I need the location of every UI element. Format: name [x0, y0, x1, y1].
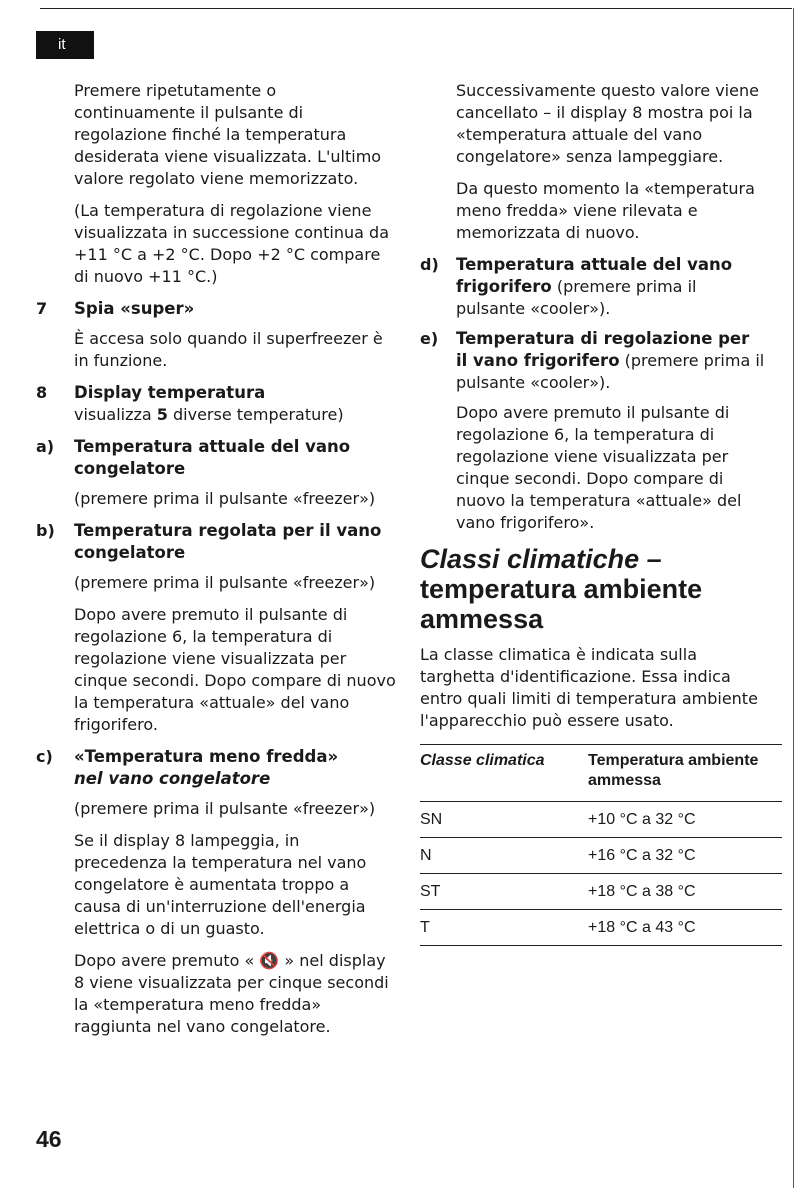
right-column	[420, 80, 765, 946]
table-row	[420, 910, 782, 946]
item-d	[420, 254, 765, 320]
item-marker: e)	[420, 329, 439, 348]
class-cell: SN	[420, 802, 588, 838]
item-title	[74, 746, 338, 790]
item-body: (premere prima il pulsante «freezer»)	[74, 573, 376, 592]
item-body: Dopo avere premuto « 🔇 » nel display 8 viene visualizzata per cinque secondi la «temperatura meno fredda» raggiunta nel vano congelatore.	[74, 951, 389, 1036]
item-body: (premere prima il pulsante «freezer»)	[74, 489, 376, 508]
item-body: Dopo avere premuto il pulsante di regolazione 6, la temperatura di regolazione viene visualizzata per cinque secondi. Dopo compare di nuovo la temperatura «attuale» del vano frigorifero».	[456, 403, 742, 532]
item-title: Spia «super»	[74, 299, 195, 318]
column-header: Classe climatica	[420, 745, 588, 802]
class-cell: N	[420, 838, 588, 874]
temperature-cell: +18 °C a 43 °C	[588, 910, 782, 946]
climate-class-table	[420, 744, 782, 946]
item-marker: b)	[36, 521, 55, 540]
item-marker: 7	[36, 299, 48, 318]
item-c	[36, 746, 396, 790]
item-body: (premere prima il pulsante «cooler»).	[456, 277, 697, 318]
temperature-cell: +10 °C a 32 °C	[588, 802, 782, 838]
item-marker: d)	[420, 255, 439, 274]
table-row	[420, 802, 782, 838]
temperature-cell: +18 °C a 38 °C	[588, 874, 782, 910]
page-number: 46	[36, 1126, 62, 1152]
class-cell: ST	[420, 874, 588, 910]
item-marker: c)	[36, 747, 53, 766]
column-header: Temperatura ambiente ammessa	[588, 745, 782, 802]
left-column	[36, 80, 396, 1048]
temperature-cell: +16 °C a 32 °C	[588, 838, 782, 874]
body-bold: 5	[156, 405, 168, 424]
item-body: Se il display 8 lampeggia, in precedenza la temperatura nel vano congelatore è aumentata troppo a causa di un'interruzione dell'energia elettrica o di un guasto.	[74, 831, 367, 938]
item-body: (premere prima il pulsante «freezer»)	[74, 799, 376, 818]
item-title: Temperatura attuale del vano frigorifero	[456, 255, 733, 296]
right-margin-rule	[793, 8, 794, 1188]
section-title-line: Classi climatiche –	[420, 544, 662, 574]
section-title-line: temperatura ambiente	[420, 574, 703, 604]
table-row	[420, 838, 782, 874]
language-badge: it	[36, 31, 94, 59]
item-title: Temperatura regolata per il vano congelatore	[74, 521, 382, 562]
section-title-line: ammessa	[420, 604, 544, 634]
item-title: Temperatura di regolazione per il vano frigorifero	[456, 329, 750, 370]
section-title	[420, 544, 765, 634]
item-body: (premere prima il pulsante «cooler»).	[456, 351, 765, 392]
item-body: È accesa solo quando il superfreezer è in funzione.	[74, 329, 383, 370]
table-header-row	[420, 745, 782, 802]
item-title: Display temperatura	[74, 383, 266, 402]
body-text: visualizza	[74, 405, 157, 424]
item-body: Dopo avere premuto il pulsante di regolazione 6, la temperatura di regolazione viene visualizzata per cinque secondi. Dopo compare di nuovo la temperatura «attuale» del vano frigorifero.	[74, 605, 396, 734]
top-rule	[40, 8, 792, 9]
item-marker: a)	[36, 437, 55, 456]
item-marker: 8	[36, 383, 48, 402]
item-body	[74, 404, 396, 426]
item-8	[36, 382, 396, 404]
intro-note: (La temperatura di regolazione viene visualizzata in successione continua da +11 °C a +2 °C. Dopo +2 °C compare di nuovo +11 °C.)	[74, 201, 389, 286]
paragraph: Successivamente questo valore viene cancellato – il display 8 mostra poi la «temperatura attuale del vano congelatore» senza lampeggiare.	[456, 81, 759, 166]
paragraph: Da questo momento la «temperatura meno fredda» viene rilevata e memorizzata di nuovo.	[456, 179, 755, 242]
title-line: «Temperatura meno fredda»	[74, 747, 339, 766]
class-cell: T	[420, 910, 588, 946]
item-title: Temperatura attuale del vano congelatore	[74, 437, 351, 478]
item-b	[36, 520, 396, 564]
title-line: nel vano congelatore	[74, 769, 271, 788]
item-a	[36, 436, 396, 480]
section-intro: La classe climatica è indicata sulla targhetta d'identificazione. Essa indica entro quali limiti di temperatura ambiente l'apparecchio può essere usato.	[420, 645, 758, 730]
item-e	[420, 328, 765, 394]
body-text: diverse temperature)	[167, 405, 344, 424]
item-content	[456, 254, 765, 320]
item-content	[456, 328, 765, 394]
item-7	[36, 298, 396, 320]
intro-paragraph: Premere ripetutamente o continuamente il pulsante di regolazione finché la temperatura desiderata viene visualizzata. L'ultimo valore regolato viene memorizzato.	[74, 81, 382, 188]
table-row	[420, 874, 782, 910]
